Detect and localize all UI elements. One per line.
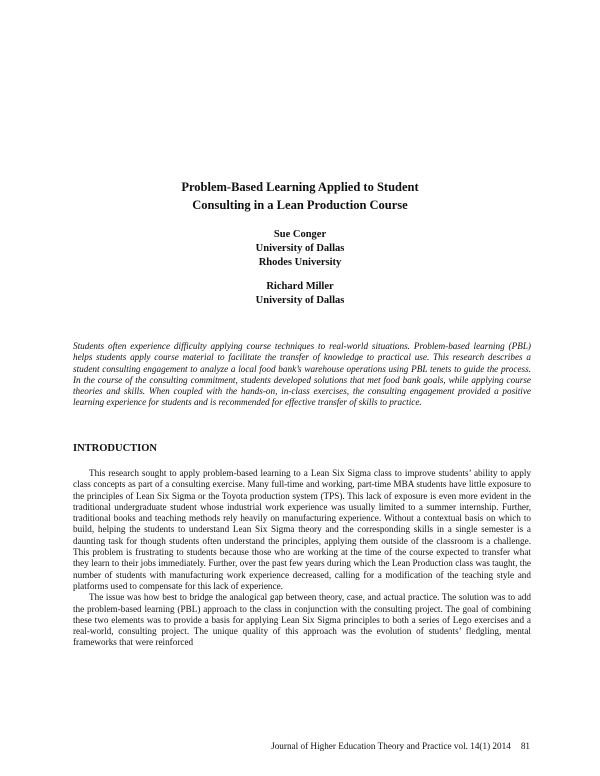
title-line-1: Problem-Based Learning Applied to Student xyxy=(181,180,419,194)
paper-title xyxy=(100,178,500,214)
author-affiliation: University of Dallas xyxy=(255,295,345,306)
author-block-2 xyxy=(100,280,500,308)
author-block-1 xyxy=(100,228,500,270)
page-footer xyxy=(271,741,530,752)
introduction-body xyxy=(73,468,531,649)
author-name: Sue Conger xyxy=(273,229,327,240)
body-paragraph-2: The issue was how best to bridge the analogical gap between theory, case, and actual practice. The solution was to add the problem-based learning (PBL) approach to the class in conjunction with the consulting project. The goal of combining these two elements was to provide a basis for applying Lean Six Sigma principles to both a series of Lego exercises and a real-world, consulting project. The unique quality of this approach was the evolution of students’ fledgling, mental frameworks that were reinforced xyxy=(73,592,531,648)
body-paragraph-1: This research sought to apply problem-based learning to a Lean Six Sigma class to improve students’ ability to apply class concepts as part of a consulting exercise. Many full-time and working, part-time MBA students have little exposure to the principles of Lean Six Sigma or the Toyota production system (TPS). This lack of exposure is even more evident in the traditional undergraduate student whose industrial work experience was usually limited to a summer internship. Further, traditional books and teaching methods rely heavily on manufacturing experience. Without a contextual basis on which to build, helping the students to understand Lean Six Sigma theory and the corresponding skills in a single semester is a daunting task for though students often understand the principles, applying them outside of the classroom is a challenge. This problem is frustrating to students because those who are working at the time of the course expected to transfer what they learn to their jobs immediately. Further, over the past few years during which the Lean Production class was taught, the number of students with manufacturing work experience decreased, calling for a modification of the teaching style and platforms used to compensate for this lack of experience. xyxy=(73,468,531,591)
section-heading-introduction: INTRODUCTION xyxy=(73,443,158,454)
author-affiliation: Rhodes University xyxy=(258,257,342,268)
author-name: Richard Miller xyxy=(266,281,334,292)
journal-citation: Journal of Higher Education Theory and Practice vol. 14(1) 2014 xyxy=(271,741,511,751)
page-number: 81 xyxy=(520,741,530,751)
title-line-2: Consulting in a Lean Production Course xyxy=(192,198,408,212)
author-affiliation: University of Dallas xyxy=(255,243,345,254)
abstract: Students often experience difficulty applying course techniques to real-world situations. Problem-based learning (PBL) helps students apply course material to facilitate the transfer of knowledge to practical use. This research describes a student consulting engagement to analyze a local food bank’s warehouse operations using PBL tenets to guide the process. In the course of the consulting commitment, students developed solutions that met food bank goals, while applying course theories and skills. When coupled with the hands-on, in-class exercises, the consulting engagement provided a positive learning experience for students and is recommended for effective transfer of skills to practice. xyxy=(73,341,531,408)
